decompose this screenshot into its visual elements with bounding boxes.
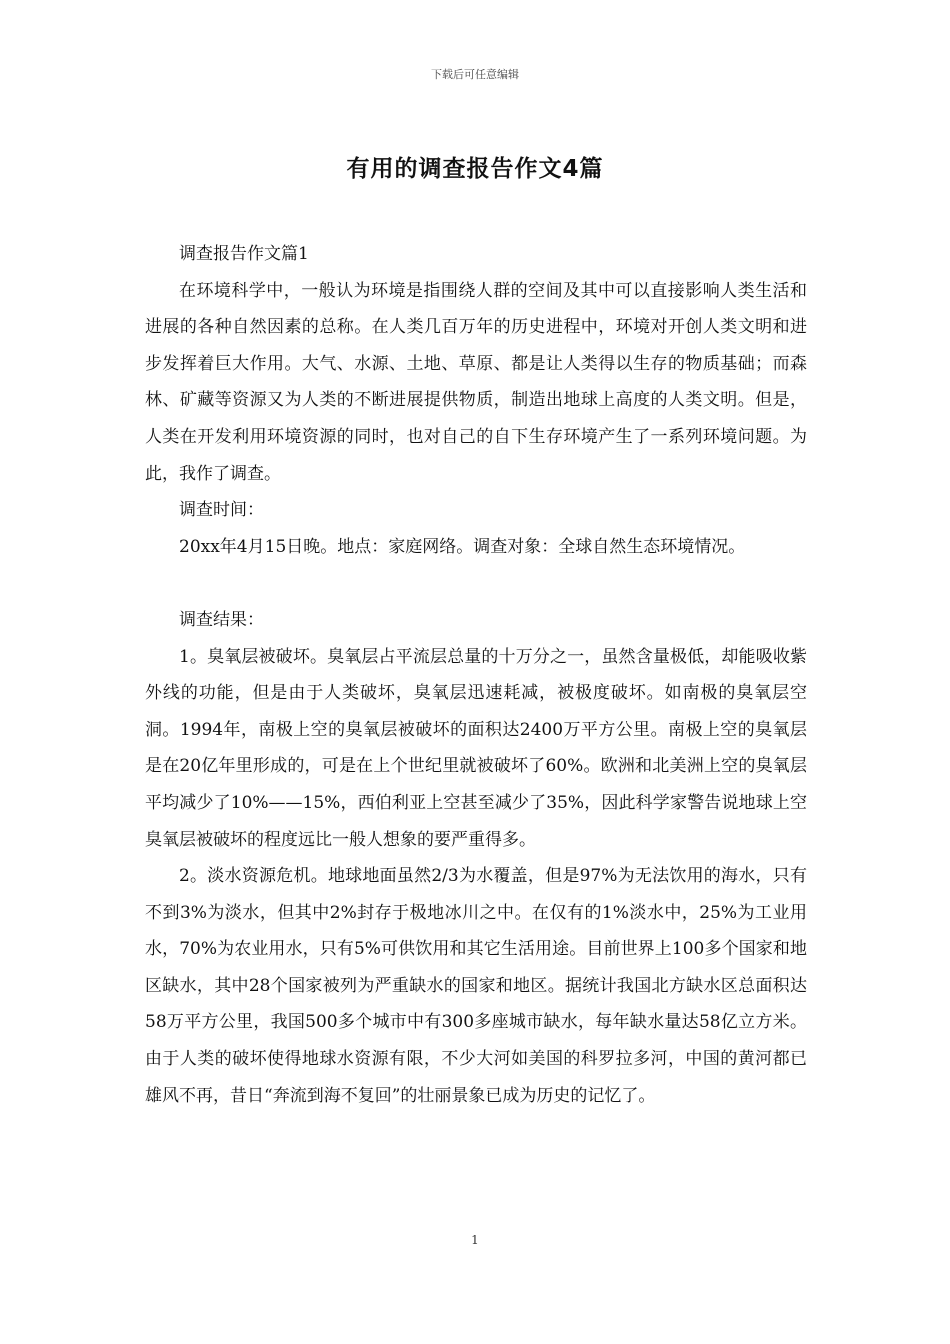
paragraph-ozone: 1。臭氧层被破坏。臭氧层占平流层总量的十万分之一，虽然含量极低，却能吸收紫外线的功能，但是由于人类破坏，臭氧层迅速耗减，被极度破坏。如南极的臭氧层空洞。1994年，南极上空的臭氧层被破坏的面积达2400万平方公里。南极上空的臭氧层是在20亿年里形成的，可是在上个世纪里就被破坏了60%。欧洲和北美洲上空的臭氧层平均减少了10%——15%，西伯利亚上空甚至减少了35%，因此科学家警告说地球上空臭氧层被破坏的程度远比一般人想象的要严重得多。 bbox=[145, 646, 807, 850]
page-header: 下载后可任意编辑 bbox=[431, 68, 519, 81]
paragraph-intro: 在环境科学中，一般认为环境是指围绕人群的空间及其中可以直接影响人类生活和进展的各种自然因素的总称。在人类几百万年的历史进程中，环境对开创人类文明和进步发挥着巨大作用。大气、水源、土地、草原、都是让人类得以生存的物质基础；而森林、矿藏等资源又为人类的不断进展提供物质，制造出地球上高度的人类文明。但是，人类在开发利用环境资源的同时，也对自己的自下生存环境产生了一系列环境问题。为此，我作了调查。 bbox=[145, 280, 807, 484]
section-heading: 调查报告作文篇1 bbox=[179, 244, 309, 264]
paragraph-freshwater: 2。淡水资源危机。地球地面虽然2/3为水覆盖，但是97%为无法饮用的海水，只有不到3%为淡水，但其中2%封存于极地冰川之中。在仅有的1%淡水中，25%为工业用水，70%为农业用水，只有5%可供饮用和其它生活用途。目前世界上100多个国家和地区缺水，其中28个国家被列为严重缺水的国家和地区。据统计我国北方缺水区总面积达58万平方公里，我国500多个城市中有300多座城市缺水，每年缺水量达58亿立方米。由于人类的破坏使得地球水资源有限，不少大河如美国的科罗拉多河，中国的黄河都已雄风不再，昔日“奔流到海不复回”的壮丽景象已成为历史的记忆了。 bbox=[145, 866, 807, 1106]
document-title: 有用的调查报告作文4篇 bbox=[346, 156, 604, 182]
survey-details: 20xx年4月15日晚。地点：家庭网络。调查对象：全球自然生态环境情况。 bbox=[179, 536, 746, 557]
page-number: 1 bbox=[471, 1233, 479, 1247]
document-body bbox=[145, 236, 807, 1114]
survey-results-label: 调查结果： bbox=[179, 609, 264, 630]
survey-time-label: 调查时间： bbox=[179, 500, 264, 521]
